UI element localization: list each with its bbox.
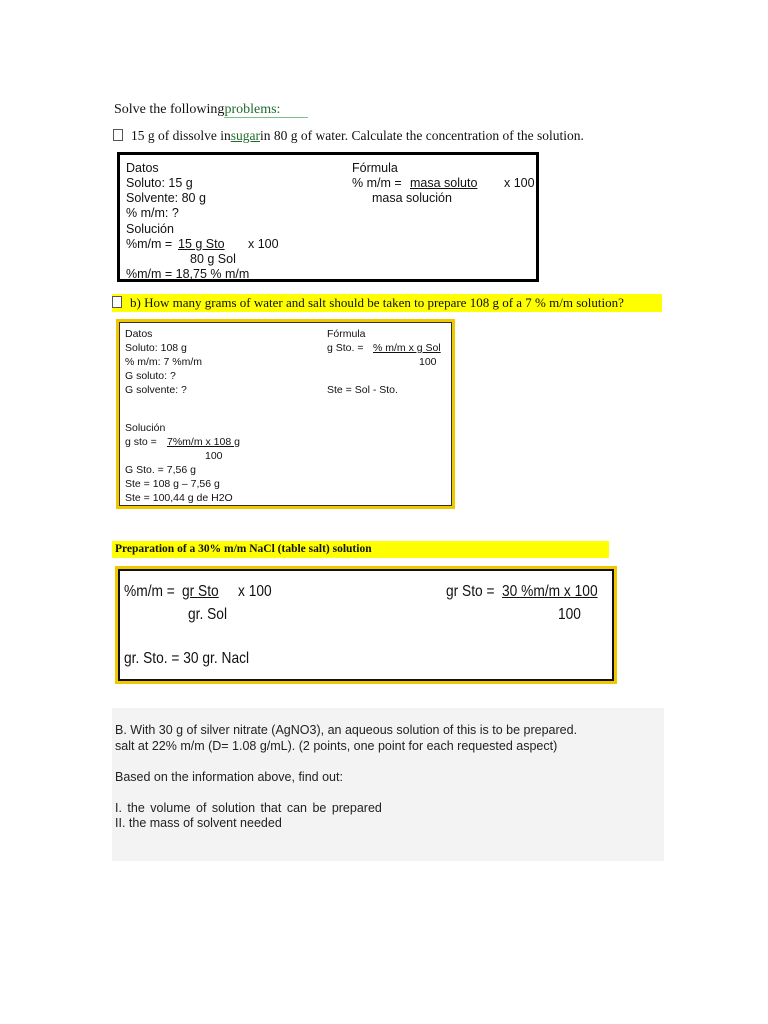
problem-c-item-1: I. the volume of solution that can be prepared: [115, 801, 382, 815]
problem-a-text-2: in 80 g of water. Calculate the concentration of the solution.: [260, 128, 584, 143]
calc-label: %m/m =: [126, 237, 173, 251]
gsto-numerator: 7%m/m x 108 g: [167, 436, 240, 448]
ste-formula: Ste = Sol - Sto.: [327, 384, 398, 396]
g-soluto-value: G soluto: ?: [125, 370, 176, 382]
problem-c-line-1: B. With 30 g of silver nitrate (AgNO3), an aqueous solution of this is to be prepared.: [115, 723, 578, 737]
mm-value: % m/m: 7 %m/m: [125, 356, 203, 368]
formula-numerator: % m/m x g Sol: [373, 342, 441, 354]
bullet-icon: [112, 296, 122, 308]
g-solvente-value: G solvente: ?: [125, 384, 187, 396]
solucion-label: Solución: [125, 422, 166, 434]
problem-c-block: [112, 708, 664, 861]
formula-denominator: masa solución: [372, 191, 452, 205]
left-numerator: gr Sto: [182, 583, 219, 600]
mm-value: % m/m: ?: [126, 206, 179, 220]
problem-a-sugar: sugar: [230, 128, 260, 143]
soluto-value: Soluto: 15 g: [126, 176, 193, 190]
problem-c-line-3: Based on the information above, find out:: [115, 770, 343, 784]
bullet-icon: [113, 129, 123, 141]
gsto-denominator: 100: [205, 450, 223, 462]
datos-label: Datos: [126, 161, 159, 175]
right-numerator: 30 %m/m x 100: [502, 583, 598, 600]
problem-a: [113, 128, 584, 144]
right-label: gr Sto =: [446, 583, 495, 600]
left-label: %m/m =: [124, 583, 175, 600]
intro-prefix: Solve the following: [114, 102, 225, 117]
formula-label: % m/m =: [352, 176, 402, 190]
gsto-result: G Sto. = 7,56 g: [125, 464, 196, 476]
calc-denominator: 80 g Sol: [190, 252, 236, 266]
problem-c-line-2: salt at 22% m/m (D= 1.08 g/mL). (2 points, one point for each requested aspect): [115, 739, 558, 753]
problem-b-text: b) How many grams of water and salt should be taken to prepare 108 g of a 7 % m/m solution?: [130, 295, 624, 310]
ste-result: Ste = 100,44 g de H2O: [125, 492, 233, 504]
left-denominator: gr. Sol: [188, 606, 228, 623]
solvente-value: Solvente: 80 g: [126, 191, 206, 205]
prep-heading: [112, 541, 609, 558]
calc-numerator: 15 g Sto: [178, 237, 225, 251]
intro-line: [114, 102, 308, 118]
problem-b: [112, 294, 662, 312]
gsto-label: g sto =: [125, 436, 157, 448]
calc-multiplier: x 100: [248, 237, 279, 251]
soluto-value: Soluto: 108 g: [125, 342, 187, 354]
intro-highlight: problems:: [224, 102, 308, 118]
formula-title: Fórmula: [327, 328, 366, 340]
formula-label: g Sto. =: [327, 342, 364, 354]
formula-denominator: 100: [419, 356, 437, 368]
formula-title: Fórmula: [352, 161, 398, 175]
datos-label: Datos: [125, 328, 153, 340]
worked-solution-box-2: [116, 319, 455, 509]
calc-result: %m/m = 18,75 % m/m: [126, 267, 250, 281]
nacl-result: gr. Sto. = 30 gr. Nacl: [124, 650, 250, 667]
prep-heading-text: Preparation of a 30% m/m NaCl (table salt) solution: [115, 543, 372, 555]
solucion-label: Solución: [126, 222, 174, 236]
left-multiplier: x 100: [238, 583, 272, 600]
formula-multiplier: x 100: [504, 176, 535, 190]
problem-c-item-2: II. the mass of solvent needed: [115, 816, 282, 830]
problem-a-text-1: 15 g of dissolve in: [131, 128, 231, 143]
right-denominator: 100: [558, 606, 581, 623]
formula-numerator: masa soluto: [410, 176, 478, 190]
worked-solution-box-3: [115, 566, 617, 684]
worked-solution-box-1: [117, 152, 539, 282]
ste-calc: Ste = 108 g – 7,56 g: [125, 478, 220, 490]
